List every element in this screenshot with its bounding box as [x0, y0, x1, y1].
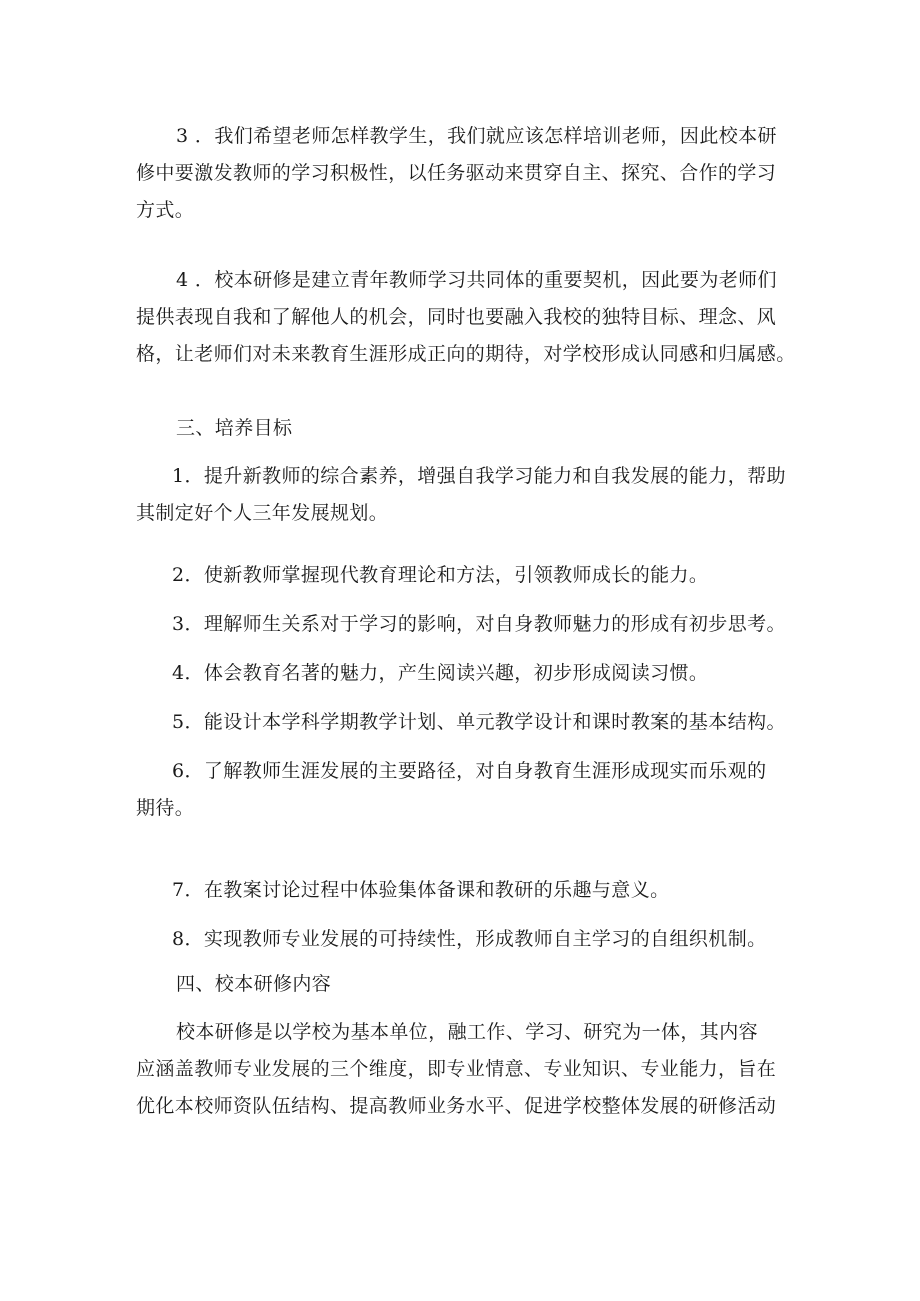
- goal-item-4: [136, 655, 796, 692]
- text-line: 其制定好个人三年发展规划。: [136, 502, 389, 524]
- text-line: 5．能设计本学科学期教学计划、单元教学设计和课时教案的基本结构。: [172, 711, 786, 733]
- text-line: 校本研修是以学校为基本单位，融工作、学习、研究为一体，其内容: [176, 1021, 759, 1043]
- text-line: 3．理解师生关系对于学习的影响，对自身教师魅力的形成有初步思考。: [172, 613, 786, 635]
- text-line: 2．使新教师掌握现代教育理论和方法，引领教师成长的能力。: [172, 564, 709, 586]
- text-line: 3 ．我们希望老师怎样教学生，我们就应该怎样培训老师，因此校本研: [176, 125, 777, 147]
- text-line: 四、校本研修内容: [176, 973, 332, 995]
- goal-item-5: [136, 704, 796, 741]
- text-line: 格，让老师们对未来教育生涯形成正向的期待，对学校形成认同感和归属感。: [136, 343, 796, 365]
- text-line: 6．了解教师生涯发展的主要路径，对自身教育生涯形成现实而乐观的: [172, 760, 767, 782]
- text-line: 提供表现自我和了解他人的机会，同时也要融入我校的独特目标、理念、风: [136, 306, 777, 328]
- text-line: 1．提升新教师的综合素养，增强自我学习能力和自我发展的能力，帮助: [172, 465, 786, 487]
- paragraph-item-3: [136, 118, 796, 229]
- text-line: 期待。: [136, 797, 195, 819]
- section-heading-content: [136, 966, 796, 1003]
- text-line: 7．在教案讨论过程中体验集体备课和教研的乐趣与意义。: [172, 879, 670, 901]
- text-line: 方式。: [136, 199, 195, 221]
- text-line: 应涵盖教师专业发展的三个维度，即专业情意、专业知识、专业能力，旨在: [136, 1058, 777, 1080]
- goal-item-1: [136, 458, 796, 532]
- text-line: 三、培养目标: [176, 417, 293, 439]
- goal-item-6: [136, 753, 796, 827]
- text-line: 优化本校师资队伍结构、提高教师业务水平、促进学校整体发展的研修活动: [136, 1095, 777, 1117]
- goal-item-7: [136, 872, 796, 909]
- text-line: 8．实现教师专业发展的可持续性，形成教师自主学习的自组织机制。: [172, 928, 767, 950]
- text-line: 修中要激发教师的学习积极性，以任务驱动来贯穿自主、探究、合作的学习: [136, 162, 777, 184]
- text-line: 4 ．校本研修是建立青年教师学习共同体的重要契机，因此要为老师们: [176, 269, 777, 291]
- goal-item-2: [136, 557, 796, 594]
- content-paragraph: [136, 1014, 796, 1125]
- section-heading-goals: [136, 410, 796, 447]
- paragraph-item-4: [136, 262, 796, 373]
- goal-item-8: [136, 921, 796, 958]
- goal-item-3: [136, 606, 796, 643]
- text-line: 4．体会教育名著的魅力，产生阅读兴趣，初步形成阅读习惯。: [172, 662, 709, 684]
